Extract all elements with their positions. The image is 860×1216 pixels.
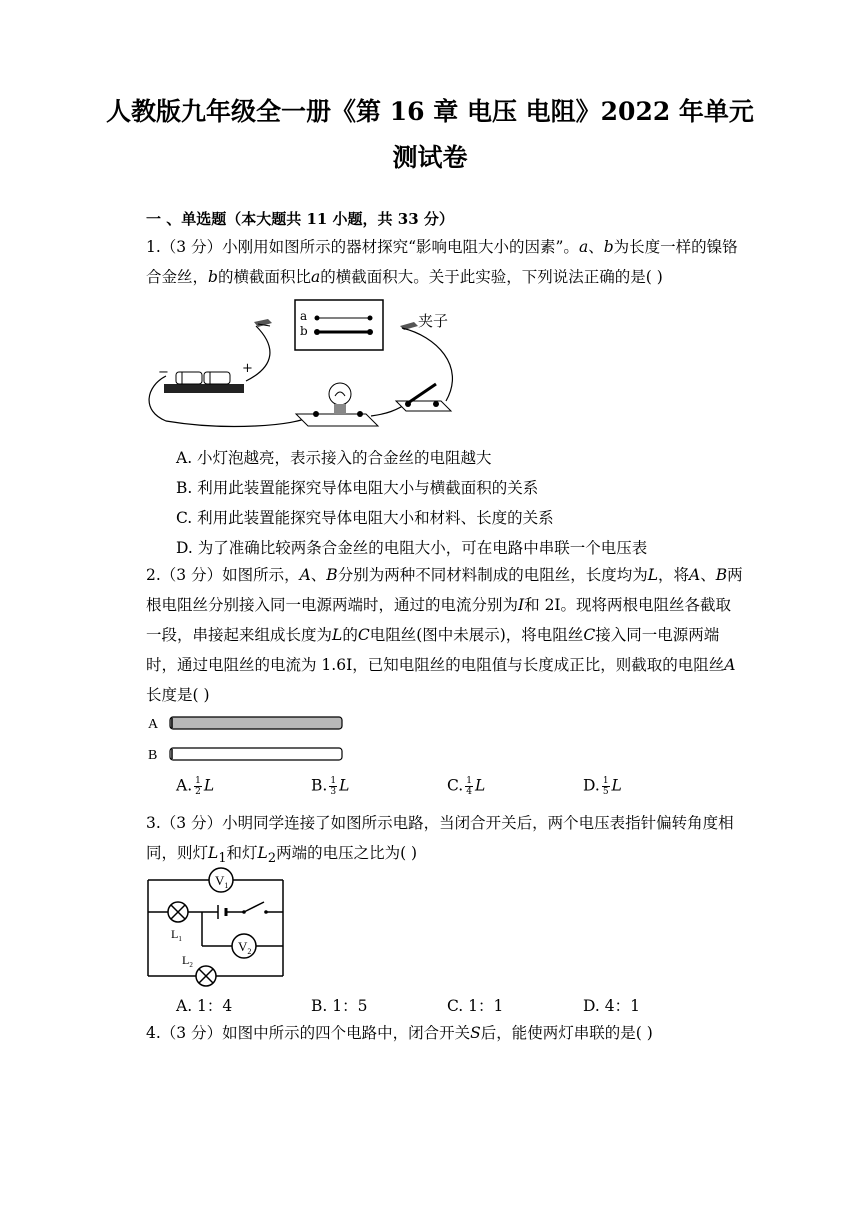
fig-wire-a-label: A [148, 717, 159, 732]
fig-wire-b-label: B [148, 748, 158, 763]
q3-line1: 3.（3 分）小明同学连接了如图所示电路，当闭合开关后，两个电压表指针偏转角度相 [146, 814, 734, 832]
q2-line3: 一段，串接起来组成长度为L的C电阻丝(图中未展示)，将电阻丝C接入同一电源两端 [146, 626, 720, 644]
fig-label-clip: 夹子 [418, 313, 449, 330]
q3-circuit-figure [146, 868, 291, 980]
q2-option-d: D. $\frac{1}{5}$ L [583, 776, 622, 797]
fig-v2-label: $V_2$ [238, 939, 252, 956]
q3-option-a: A. 1：4 [176, 997, 233, 1015]
q4-line1: 4.（3 分）如图中所示的四个电路中，闭合开关S后，能使两灯串联的是( ) [146, 1024, 653, 1042]
q1-line1: 1.（3 分）小刚用如图所示的器材探究“影响电阻大小的因素”。a、b为长度一样的镍铬 [146, 238, 738, 256]
q1-option-c: C. 利用此装置能探究导体电阻大小和材料、长度的关系 [176, 509, 554, 527]
fig-l1-label: $L_1$ [171, 927, 182, 943]
q2-option-b: B. $\frac{1}{3}$ L [311, 776, 350, 797]
q3-option-c: C. 1：1 [447, 997, 504, 1015]
q3-option-d: D. 4：1 [583, 997, 640, 1015]
q1-option-a: A. 小灯泡越亮，表示接入的合金丝的电阻越大 [176, 449, 492, 467]
q1-option-d: D. 为了准确比较两条合金丝的电阻大小，可在电路中串联一个电压表 [176, 539, 648, 557]
q2-line5: 长度是( ) [146, 686, 210, 704]
fig-battery-plus: + [242, 361, 253, 376]
q2-option-a: A. $\frac{1}{2}$ L [176, 776, 215, 797]
fig-battery-minus: − [158, 365, 169, 380]
section-heading: 一 、单选题（本大题共 11 小题，共 33 分） [146, 210, 454, 228]
fig-v1-label: $V_1$ [215, 873, 229, 890]
fig-label-a: a [300, 309, 308, 323]
q1-option-b: B. 利用此装置能探究导体电阻大小与横截面积的关系 [176, 479, 539, 497]
q2-line4: 时，通过电阻丝的电流为 1.6I，已知电阻丝的电阻值与长度成正比，则截取的电阻丝A [146, 656, 736, 674]
q1-line2: 合金丝，b的横截面积比a的横截面积大。关于此实验，下列说法正确的是( ) [146, 268, 663, 286]
q2-line2: 根电阻丝分别接入同一电源两端时，通过的电流分别为I和 2I。现将两根电阻丝各截取 [146, 596, 732, 614]
doc-title-line1: 人教版九年级全一册《第 16 章 电压 电阻》2022 年单元 [106, 97, 754, 126]
fig-l2-label: $L_2$ [182, 953, 193, 969]
q2-option-c: C. $\frac{1}{4}$ L [447, 776, 486, 797]
q3-option-b: B. 1：5 [311, 997, 368, 1015]
q3-line2: 同，则灯$L_1$和灯$L_2$两端的电压之比为( ) [146, 844, 418, 867]
q1-circuit-figure [146, 296, 466, 436]
doc-title-line2: 测试卷 [392, 143, 468, 172]
q2-wires-figure [146, 712, 346, 766]
fig-label-b: b [300, 324, 308, 338]
q2-line1: 2.（3 分）如图所示，A、B分别为两种不同材料制成的电阻丝，长度均为L，将A、B两 [146, 566, 743, 584]
